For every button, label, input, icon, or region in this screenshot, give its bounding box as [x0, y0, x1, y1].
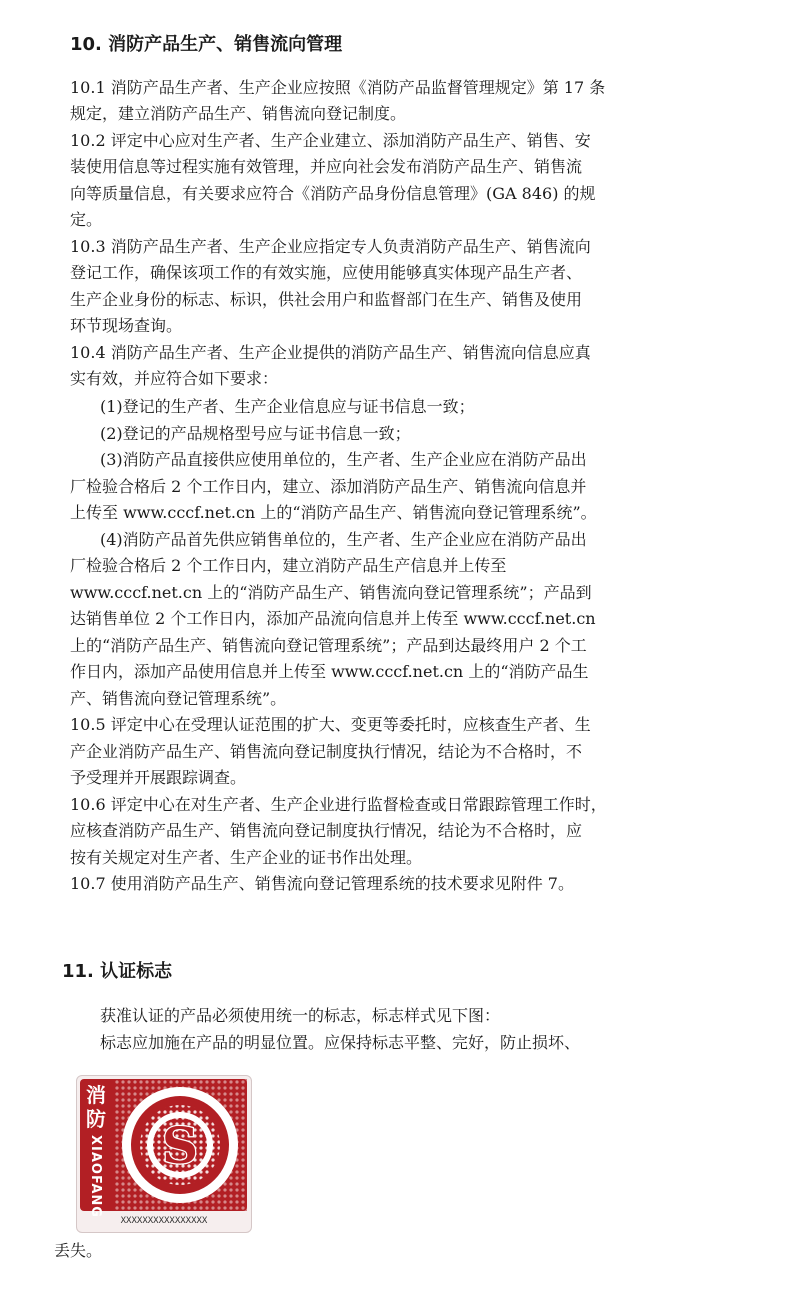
- text-line: 10.1 消防产品生产者、生产企业应按照《消防产品监督管理规定》第 17 条: [70, 78, 606, 97]
- text-line: 登记工作，确保该项工作的有效实施，应使用能够真实体现产品生产者、: [70, 263, 583, 282]
- section-10-heading: 10. 消防产品生产、销售流向管理: [70, 34, 343, 55]
- mark-code: XXXXXXXXXXXXXXXX: [120, 1216, 208, 1226]
- text-line: 予受理并开展跟踪调查。: [70, 768, 247, 787]
- mark-circle-emblem: [114, 1079, 247, 1211]
- text-line: 作日内，添加产品使用信息并上传至 www.cccf.net.cn 上的“消防产品生: [70, 662, 589, 681]
- text-line: 环节现场查询。: [70, 316, 183, 335]
- mark-pinyin: XIAOFANG: [88, 1135, 103, 1218]
- text-line: 厂检验合格后 2 个工作日内，建立消防产品生产信息并上传至: [70, 556, 507, 575]
- list-item: (3)消防产品直接供应使用单位的，生产者、生产企业应在消防产品出: [100, 450, 587, 469]
- text-line-tail: 丢失。: [54, 1241, 103, 1260]
- text-line: 厂检验合格后 2 个工作日内，建立、添加消防产品生产、销售流向信息并: [70, 477, 587, 496]
- text-line: 产企业消防产品生产、销售流向登记制度执行情况，结论为不合格时，不: [70, 742, 583, 761]
- text-line: 装使用信息等过程实施有效管理，并应向社会发布消防产品生产、销售流: [70, 157, 583, 176]
- text-line: 产、销售流向登记管理系统”。: [70, 689, 287, 708]
- text-line: 向等质量信息，有关要求应符合《消防产品身份信息管理》(GA 846) 的规: [70, 184, 596, 203]
- text-line: 定。: [70, 210, 103, 229]
- text-line: 生产企业身份的标志、标识，供社会用户和监督部门在生产、销售及使用: [70, 290, 583, 309]
- section-11-heading: 11. 认证标志: [62, 961, 173, 982]
- mark-vertical-text: [84, 1083, 108, 1218]
- list-item: (1)登记的生产者、生产企业信息应与证书信息一致；: [100, 397, 475, 416]
- text-line: 达销售单位 2 个工作日内，添加产品流向信息并上传至 www.cccf.net.cn: [70, 609, 596, 628]
- text-line: 应核查消防产品生产、销售流向登记制度执行情况，结论为不合格时，应: [70, 821, 583, 840]
- list-item: (2)登记的产品规格型号应与证书信息一致；: [100, 424, 411, 443]
- text-line: 规定，建立消防产品生产、销售流向登记制度。: [70, 104, 407, 123]
- mark-chinese-fang: 防: [86, 1107, 106, 1131]
- text-line: 获准认证的产品必须使用统一的标志，标志样式见下图：: [100, 1006, 501, 1025]
- text-line: 标志应加施在产品的明显位置。应保持标志平整、完好，防止损坏、: [100, 1033, 581, 1052]
- text-line: www.cccf.net.cn 上的“消防产品生产、销售流向登记管理系统”；产品到: [70, 583, 592, 602]
- text-line: 实有效，并应符合如下要求：: [70, 369, 279, 388]
- mark-letter-s: S: [161, 1116, 199, 1175]
- text-line: 10.7 使用消防产品生产、销售流向登记管理系统的技术要求见附件 7。: [70, 874, 574, 893]
- text-line: 10.4 消防产品生产者、生产企业提供的消防产品生产、销售流向信息应真: [70, 343, 591, 362]
- text-line: 按有关规定对生产者、生产企业的证书作出处理。: [70, 848, 423, 867]
- text-line: 上的“消防产品生产、销售流向登记管理系统”；产品到达最终用户 2 个工: [70, 636, 587, 655]
- text-line: 10.3 消防产品生产者、生产企业应指定专人负责消防产品生产、销售流向: [70, 237, 591, 256]
- text-line: 10.5 评定中心在受理认证范围的扩大、变更等委托时，应核查生产者、生: [70, 715, 591, 734]
- text-line: 10.2 评定中心应对生产者、生产企业建立、添加消防产品生产、销售、安: [70, 131, 591, 150]
- mark-chinese-xiao: 消: [86, 1083, 106, 1107]
- mark-red-field: [80, 1079, 247, 1218]
- certification-mark-image: [76, 1075, 252, 1233]
- text-line: 10.6 评定中心在对生产者、生产企业进行监督检查或日常跟踪管理工作时，: [70, 795, 607, 814]
- text-line: 上传至 www.cccf.net.cn 上的“消防产品生产、销售流向登记管理系统”。: [70, 503, 597, 522]
- list-item: (4)消防产品首先供应销售单位的，生产者、生产企业应在消防产品出: [100, 530, 587, 549]
